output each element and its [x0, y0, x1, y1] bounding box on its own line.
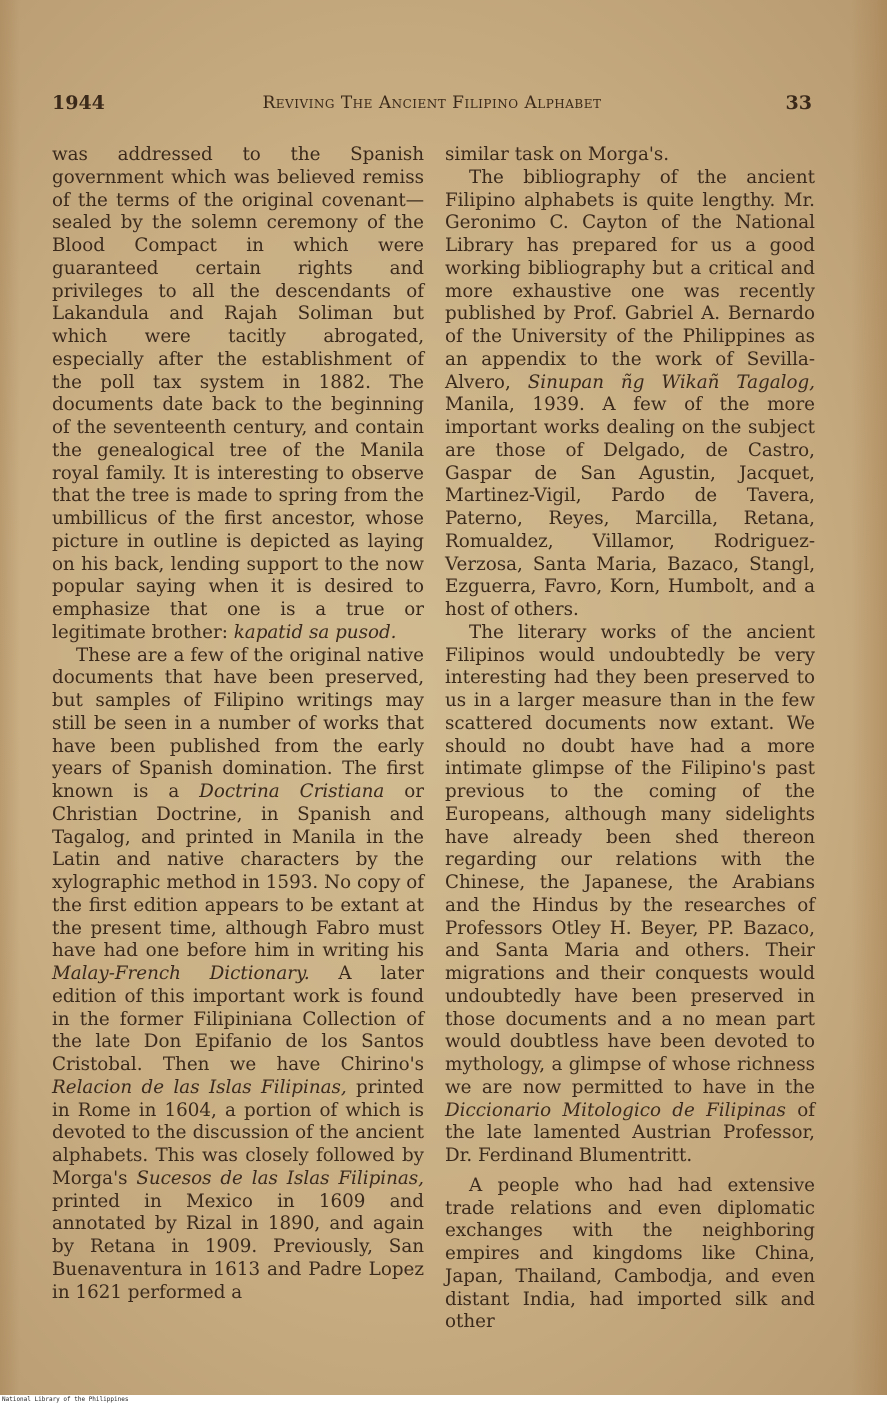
page-edge-shadow-right: [851, 0, 887, 1395]
text-run: Manila, 1939. A few of the more important works dealing on the subject are those of Delgado, de Castro, Gaspar de San Agustin, Jacquet, Martinez-Vigil, Pardo de Tavera, Paterno, Reyes, Marcilla, Retana, Romualdez, Villamor, Rodriguez-Verzosa, Santa Maria, Bazaco, Stangl, Ezguerra, Favro, Korn, Humbolt, and a host of others.: [445, 394, 815, 620]
italic-title: Relacion de las Islas Filipinas,: [52, 1076, 347, 1098]
text-run: was addressed to the Spanish government which was believed remiss of the terms of the original covenant—sealed by the solemn ceremony of the Blood Compact in which were guaranteed certain rights and privileges to all the descendants of Lakandula and Rajah Soliman but which were tacitly abrogated, especially after the establishment of the poll tax system in 1882. The documents date back to the beginning of the seventeenth century, and contain the genealogical tree of the Manila royal family. It is interesting to observe that the tree is made to spring from the umbillicus of the first ancestor, whose picture in outline is depicted as laying on his back, lending support to the now popular saying when it is desired to emphasize that one is a true or legitimate brother:: [52, 144, 424, 643]
text-run: The literary works of the ancient Filipinos would undoubtedly be very interesting had they been preserved to us in a larger measure than in the few scattered documents now extant. We should no doubt have had a more intimate glimpse of the Filipino's past previous to the coming of the Europeans, although many sidelights have already been shed thereon regarding our relations with the Chinese, the Japanese, the Arabians and the Hindus by the researches of Professors Otley H. Beyer, PP. Bazaco, and Santa Maria and others. Their migrations and their conquests would undoubtedly have been preserved in those documents and a no mean part would doubtless have been devoted to mythology, a glimpse of whose richness we are now permitted to have in the: [445, 621, 815, 1098]
right-column: [445, 144, 815, 1334]
paragraph-right-3: [445, 622, 815, 1168]
text-run: of the late lamented Austrian Professor, Dr. Ferdinand Blumentritt.: [445, 1099, 815, 1166]
header-year: 1944: [52, 92, 105, 114]
left-column: [52, 144, 424, 1304]
italic-title: Sinupan ñg Wikañ Tagalog,: [527, 371, 815, 393]
text-run: printed in Mexico in 1609 and annotated by Rizal in 1890, and again by Retana in 1909. Previously, San Buenaventura in 1613 and Padre Lopez in 1621 performed a: [52, 1190, 424, 1303]
text-run: The bibliography of the ancient Filipino alphabets is quite lengthy. Mr. Geronimo C. Cayton of the National Library has prepared for us a good working bibliography but a critical and more exhaustive one was recently published by Prof. Gabriel A. Bernardo of the University of the Philippines as an appendix to the work of Sevilla-Alvero,: [445, 166, 815, 393]
page-edge-shadow-left: [0, 0, 20, 1395]
footer-bar: [0, 1395, 887, 1403]
text-run: A later edition of this important work is found in the former Filipiniana Collection of the late Don Epifanio de los Santos Cristobal. Then we have Chirino's: [52, 963, 424, 1075]
paragraph-left-2: [52, 645, 424, 1305]
running-head: [52, 92, 812, 122]
paragraph-right-1: similar task on Morga's.: [445, 144, 670, 165]
italic-title: Sucesos de las Islas Filipinas,: [136, 1167, 424, 1189]
text-run: printed in Rome in 1604, a portion of which is devoted to the discussion of the ancient alphabets. This was closely followed by Morga's: [52, 1076, 424, 1189]
paragraph-right-4: A people who had had extensive trade relations and even diplomatic exchanges with the neighboring empires and kingdoms like China, Japan, Thailand, Cambodja, and even distant India, had imported silk and other: [445, 1174, 815, 1333]
header-title: Reviving The Ancient Filipino Alphabet: [262, 93, 602, 113]
paragraph-right-2: [445, 167, 815, 622]
italic-title: Diccionario Mitologico de Filipinas: [445, 1099, 786, 1121]
footer-credit: National Library of the Philippines: [2, 1396, 129, 1403]
italic-title: Doctrina Cristiana: [199, 781, 385, 802]
paragraph-left-1: [52, 144, 424, 645]
header-page-number: 33: [785, 92, 812, 114]
italic-title: Malay-French Dictionary.: [52, 963, 310, 984]
text-run: or Christian Doctrine, in Spanish and Tagalog, and printed in Manila in the Latin and native characters by the xylographic method in 1593. No copy of the first edition appears to be extant at the present time, although Fabro must have had one before him in writing his: [52, 781, 424, 962]
text-run: These are a few of the original native documents that have been preserved, but samples of Filipino writings may still be seen in a number of works that have been published from the early years of Spanish domination. The first known is a: [52, 644, 424, 802]
italic-term: kapatid sa pusod.: [233, 621, 397, 643]
